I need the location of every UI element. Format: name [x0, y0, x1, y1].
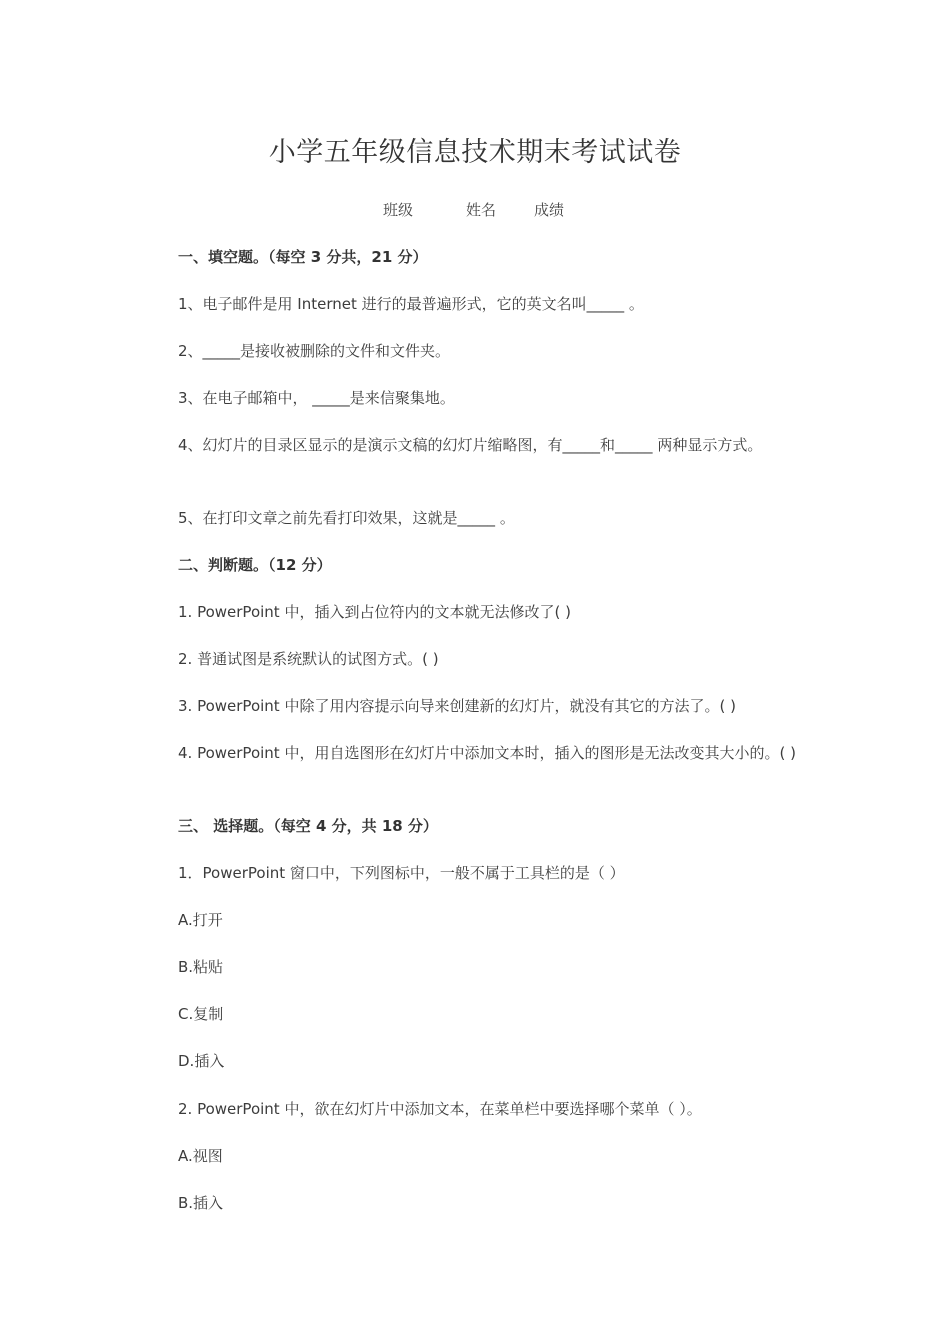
question-item: 5、在打印文章之前先看打印效果，这就是_____ 。 [178, 509, 515, 527]
question-item: 3. PowerPoint 中除了用内容提示向导来创建新的幻灯片，就没有其它的方法了。( ) [178, 697, 736, 715]
question-item: 3、在电子邮箱中， _____是来信聚集地。 [178, 389, 455, 407]
page-title: 小学五年级信息技术期末考试试卷 [268, 137, 682, 168]
question-item: 4、幻灯片的目录区显示的是演示文稿的幻灯片缩略图，有_____和_____ 两种显示方式。 [178, 436, 763, 454]
section-heading-fill-blank: 一、填空题。（每空 3 分共，21 分） [178, 248, 428, 266]
class-label: 班级 [383, 201, 414, 219]
score-label: 成绩 [534, 201, 565, 219]
choice-option: B.插入 [178, 1194, 224, 1212]
question-stem: 2. PowerPoint 中，欲在幻灯片中添加文本，在菜单栏中要选择哪个菜单（ ）。 [178, 1100, 702, 1118]
choice-option: B.粘贴 [178, 958, 224, 976]
question-item: 4. PowerPoint 中，用自选图形在幻灯片中添加文本时，插入的图形是无法改变其大小的。( ) [178, 744, 796, 762]
choice-option: A.打开 [178, 911, 223, 929]
question-item: 2、_____是接收被删除的文件和文件夹。 [178, 342, 451, 360]
choice-option: D.插入 [178, 1052, 225, 1070]
name-label: 姓名 [466, 201, 497, 219]
question-item: 1. PowerPoint 中，插入到占位符内的文本就无法修改了( ) [178, 603, 571, 621]
question-item: 2. 普通试图是系统默认的试图方式。( ) [178, 650, 439, 668]
question-stem: 1．PowerPoint 窗口中，下列图标中，一般不属于工具栏的是（ ） [178, 864, 625, 882]
choice-option: A.视图 [178, 1147, 223, 1165]
section-heading-true-false: 二、判断题。（12 分） [178, 556, 332, 574]
choice-option: C.复制 [178, 1005, 224, 1023]
question-item: 1、电子邮件是用 Internet 进行的最普遍形式，它的英文名叫_____ 。 [178, 295, 644, 313]
section-heading-multiple-choice: 三、 选择题。（每空 4 分，共 18 分） [178, 817, 438, 835]
